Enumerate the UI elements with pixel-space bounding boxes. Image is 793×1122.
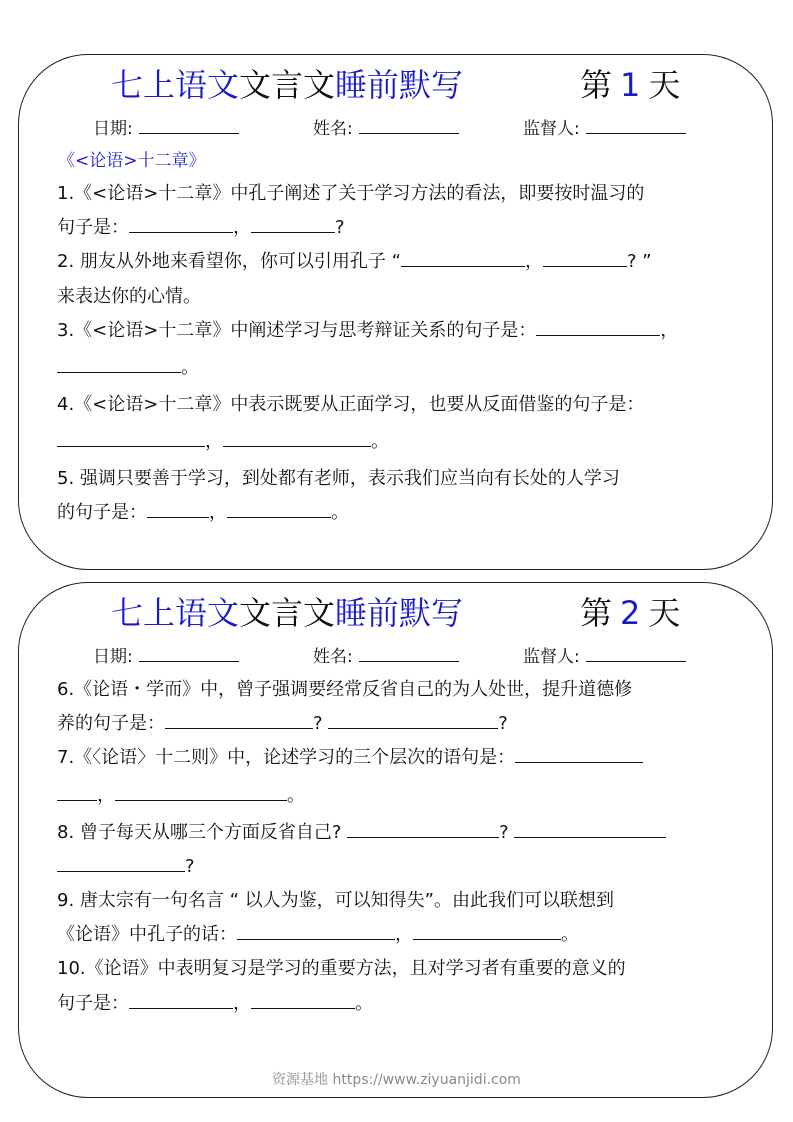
day-label	[580, 63, 680, 107]
question-text: 6.《论语・学而》中，曾子强调要经常反省自己的为人处世，提升道德修	[57, 679, 633, 700]
name-field[interactable]	[313, 115, 459, 143]
question-text: ，	[524, 251, 543, 273]
title-part-subject: 文言文	[239, 594, 336, 632]
question-item	[57, 952, 741, 1020]
title-part-grade: 七上语文	[111, 594, 240, 632]
question-text: 来表达你的心情。	[57, 285, 201, 307]
title-part-grade: 七上语文	[111, 66, 240, 104]
question-line	[57, 462, 741, 496]
question-text: 8. 曾子每天从哪三个方面反省自己?	[57, 821, 348, 843]
day-prefix: 第	[580, 594, 613, 632]
answer-blank[interactable]	[57, 851, 185, 872]
answer-blank[interactable]	[251, 988, 355, 1009]
question-text: 的句子是：	[57, 502, 147, 524]
question-line	[57, 211, 741, 245]
name-field[interactable]	[313, 643, 459, 671]
name-label: 姓名:	[313, 119, 353, 139]
question-list	[57, 177, 741, 531]
date-label: 日期:	[93, 647, 133, 667]
meta-row	[19, 643, 772, 671]
answer-blank[interactable]	[165, 708, 313, 729]
answer-blank[interactable]	[129, 988, 233, 1009]
question-text: 10.《论语》中表明复习是学习的重要方法，且对学习者有重要的意义的	[57, 958, 626, 980]
question-text: 1.《<论语>十二章》中孔子阐述了关于学习方法的看法，即要按时温习的	[57, 183, 645, 204]
question-line	[57, 348, 741, 388]
answer-blank[interactable]	[401, 246, 525, 267]
question-text: ，	[395, 924, 413, 946]
question-item	[57, 388, 741, 462]
question-text: ，	[233, 992, 251, 1014]
question-line	[57, 918, 741, 952]
question-text: 2. 朋友从外地来看望你，你可以引用孔子 “	[57, 251, 401, 273]
question-item	[57, 314, 741, 388]
question-item	[57, 884, 741, 952]
question-line	[57, 314, 741, 348]
supervisor-field[interactable]	[523, 115, 686, 143]
question-line	[57, 245, 741, 279]
question-line	[57, 816, 741, 850]
question-line	[57, 741, 741, 775]
day-suffix: 天	[648, 66, 681, 104]
title-row	[19, 591, 772, 635]
answer-blank[interactable]	[223, 426, 371, 447]
title-row	[19, 63, 772, 107]
worksheet-card-day-1	[18, 54, 773, 570]
answer-blank[interactable]	[347, 817, 499, 838]
answer-blank[interactable]	[237, 919, 395, 940]
meta-row	[19, 115, 772, 143]
question-line	[57, 776, 741, 816]
question-text: 5. 强调只要善于学习，到处都有老师，表示我们应当向有长处的人学习	[57, 468, 620, 490]
name-blank[interactable]	[359, 115, 459, 134]
question-text: 。	[561, 924, 579, 946]
supervisor-blank[interactable]	[586, 643, 686, 662]
question-text: ，	[233, 217, 251, 239]
name-blank[interactable]	[359, 643, 459, 662]
supervisor-label: 监督人:	[523, 647, 580, 667]
answer-blank[interactable]	[147, 497, 209, 518]
question-list	[57, 673, 741, 1021]
supervisor-label: 监督人:	[523, 119, 580, 139]
day-label	[580, 591, 680, 635]
name-label: 姓名:	[313, 647, 353, 667]
question-item	[57, 741, 741, 815]
answer-blank[interactable]	[251, 212, 335, 233]
title-part-type: 睡前默写	[335, 594, 464, 632]
answer-blank[interactable]	[514, 817, 666, 838]
supervisor-field[interactable]	[523, 643, 686, 671]
worksheet-card-day-2	[18, 582, 773, 1098]
footer-watermark: 资源基地 https://www.ziyuanjidi.com	[272, 1072, 521, 1088]
question-line	[57, 952, 741, 986]
answer-blank[interactable]	[129, 212, 233, 233]
question-line	[57, 987, 741, 1021]
answer-blank[interactable]	[227, 497, 331, 518]
question-text: 。	[181, 357, 199, 379]
question-item	[57, 673, 741, 741]
question-text: 。	[371, 431, 389, 453]
question-line	[57, 280, 741, 314]
question-line	[57, 850, 741, 884]
answer-blank[interactable]	[536, 315, 660, 336]
date-field[interactable]	[93, 643, 239, 671]
title-part-type: 睡前默写	[335, 66, 464, 104]
question-line	[57, 884, 741, 918]
answer-blank[interactable]	[413, 919, 561, 940]
answer-blank[interactable]	[57, 780, 97, 801]
question-text: 。	[331, 502, 349, 524]
question-item	[57, 816, 741, 884]
question-item	[57, 462, 741, 530]
question-item	[57, 245, 741, 313]
question-line	[57, 177, 741, 211]
date-blank[interactable]	[139, 643, 239, 662]
question-text: 句子是：	[57, 217, 129, 239]
answer-blank[interactable]	[57, 352, 181, 373]
question-text: 4.《<论语>十二章》中表示既要从正面学习，也要从反面借鉴的句子是：	[57, 394, 645, 416]
answer-blank[interactable]	[543, 246, 627, 267]
question-text: 9. 唐太宗有一句名言 “ 以人为鉴，可以知得失”。由此我们可以联想到	[57, 890, 614, 912]
answer-blank[interactable]	[515, 742, 643, 763]
question-text: ?	[498, 713, 508, 735]
question-text: 养的句子是：	[57, 713, 165, 735]
question-text: ?	[335, 217, 345, 239]
date-blank[interactable]	[139, 115, 239, 134]
answer-blank[interactable]	[57, 426, 205, 447]
question-line	[57, 707, 741, 741]
question-text: 。	[287, 784, 305, 806]
answer-blank[interactable]	[115, 780, 287, 801]
question-text: ，	[660, 319, 679, 341]
day-prefix: 第	[580, 66, 613, 104]
worksheet-title	[111, 63, 463, 107]
question-line	[57, 422, 741, 462]
question-text: ?	[499, 821, 515, 843]
date-field[interactable]	[93, 115, 239, 143]
question-text: ? ”	[626, 251, 652, 273]
question-item	[57, 177, 741, 245]
question-text: ?	[313, 713, 329, 735]
question-line	[57, 388, 741, 422]
question-text: ，	[205, 431, 223, 453]
question-line	[57, 496, 741, 530]
worksheet-title	[111, 591, 463, 635]
question-text: ，	[97, 784, 115, 806]
answer-blank[interactable]	[328, 708, 498, 729]
question-line	[57, 673, 741, 707]
section-heading: 《<论语>十二章》	[58, 151, 206, 171]
supervisor-blank[interactable]	[586, 115, 686, 134]
question-text: 《论语》中孔子的话：	[57, 924, 237, 946]
question-text: 。	[355, 992, 373, 1014]
date-label: 日期:	[93, 119, 133, 139]
question-text: ，	[209, 502, 227, 524]
day-suffix: 天	[648, 594, 681, 632]
title-part-subject: 文言文	[239, 66, 336, 104]
day-number: 1	[620, 66, 641, 104]
day-number: 2	[620, 594, 641, 632]
question-text: 3.《<论语>十二章》中阐述学习与思考辩证关系的句子是：	[57, 319, 537, 341]
question-text: 句子是：	[57, 992, 129, 1014]
question-text: ?	[185, 855, 195, 877]
question-text: 7.《〈论语〉十二则》中，论述学习的三个层次的语句是：	[57, 747, 516, 769]
